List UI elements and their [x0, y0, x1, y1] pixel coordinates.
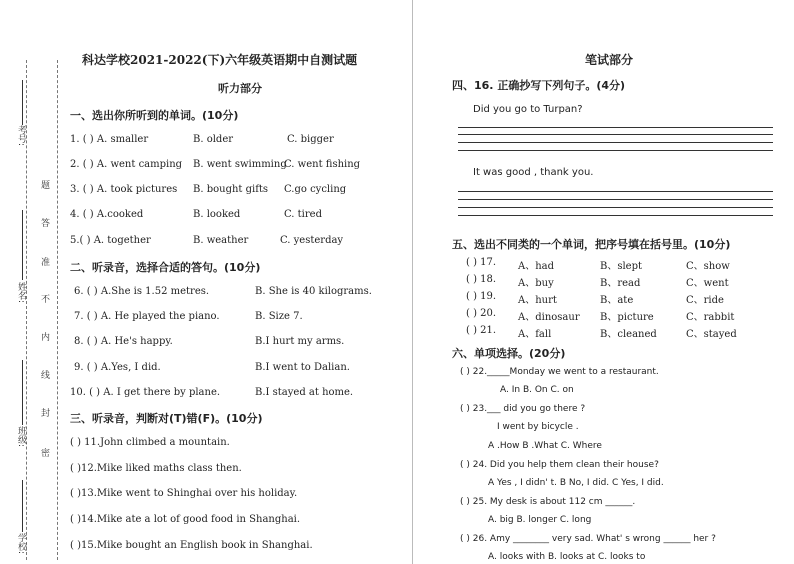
- q18-b: B、read: [600, 278, 641, 289]
- section-5-heading: 五、选出不同类的一个单词，把序号填在括号里。(10分): [452, 238, 731, 251]
- q1-c: C. bigger: [287, 134, 334, 145]
- margin-label-class: 班级:: [16, 426, 26, 448]
- q22: ( ) 22._____Monday we went to a restaurant.: [460, 367, 659, 377]
- writing-line: [458, 199, 773, 200]
- q22-options: A. In B. On C. on: [500, 385, 574, 395]
- q18-num: ( ) 18.: [466, 274, 497, 285]
- written-part-label: 笔试部分: [585, 53, 634, 67]
- q15: ( )15.Mike bought an English book in Shanghai.: [70, 540, 313, 551]
- writing-line: [458, 142, 773, 143]
- q10-a: 10. ( ) A. I get there by plane.: [70, 387, 221, 398]
- margin-char: 准: [39, 257, 49, 266]
- margin-char: 封: [39, 408, 49, 417]
- listening-part-label: 听力部分: [218, 82, 262, 95]
- blank-line: [22, 210, 23, 280]
- margin-char: 答: [39, 218, 49, 227]
- q8-b: B.I hurt my arms.: [255, 336, 345, 347]
- q21-b: B、cleaned: [600, 329, 657, 340]
- q13: ( )13.Mike went to Shinghai over his holiday.: [70, 488, 298, 499]
- q11: ( ) 11.John climbed a mountain.: [70, 437, 230, 448]
- margin-label-name: 姓名:: [16, 282, 26, 304]
- q17-a: A、had: [518, 261, 555, 272]
- sentence-1: Did you go to Turpan?: [473, 104, 583, 115]
- q23-context: I went by bicycle .: [497, 422, 579, 432]
- section-1-heading: 一、选出你所听到的单词。(10分): [70, 109, 239, 122]
- q7-b: B. Size 7.: [255, 311, 303, 322]
- q19-num: ( ) 19.: [466, 291, 497, 302]
- q1-a: 1. ( ) A. smaller: [70, 134, 149, 145]
- margin-label-school: 学校:: [16, 533, 26, 555]
- q24: ( ) 24. Did you help them clean their house?: [460, 460, 659, 470]
- q4-b: B. looked: [193, 209, 241, 220]
- q1-b: B. older: [193, 134, 234, 145]
- q17-c: C、show: [686, 261, 730, 272]
- q2-b: B. went swimming: [193, 159, 287, 170]
- q19-b: B、ate: [600, 295, 634, 306]
- q20-c: C、rabbit: [686, 312, 735, 323]
- blank-line: [22, 360, 23, 425]
- sentence-2: It was good , thank you.: [473, 167, 594, 178]
- q9-b: B.I went to Dalian.: [255, 362, 350, 373]
- q3-a: 3. ( ) A. took pictures: [70, 184, 178, 195]
- q18-c: C、went: [686, 278, 729, 289]
- q20-num: ( ) 20.: [466, 308, 497, 319]
- q2-c: C. went fishing: [284, 159, 361, 170]
- q7-a: 7. ( ) A. He played the piano.: [74, 311, 220, 322]
- q3-c: C.go cycling: [284, 184, 347, 195]
- q25: ( ) 25. My desk is about 112 cm ______.: [460, 497, 636, 507]
- q14: ( )14.Mike ate a lot of good food in Shanghai.: [70, 514, 301, 525]
- q19-c: C、ride: [686, 295, 724, 306]
- q4-c: C. tired: [284, 209, 322, 220]
- q20-a: A、dinosaur: [518, 312, 580, 323]
- section-4-heading: 四、16. 正确抄写下列句子。(4分): [452, 79, 626, 92]
- page-divider: [412, 0, 413, 564]
- section-2-heading: 二、听录音，选择合适的答句。(10分): [70, 261, 261, 274]
- q18-a: A、buy: [518, 278, 554, 289]
- margin-char: 题: [39, 180, 49, 189]
- q26: ( ) 26. Amy ________ very sad. What' s wrong ______ her ?: [460, 534, 716, 544]
- q17-b: B、slept: [600, 261, 643, 272]
- q12: ( )12.Mike liked maths class then.: [70, 463, 242, 474]
- q17-num: ( ) 17.: [466, 257, 497, 268]
- q6-b: B. She is 40 kilograms.: [255, 286, 372, 297]
- writing-line: [458, 191, 773, 192]
- margin-char: 内: [39, 332, 49, 341]
- q8-a: 8. ( ) A. He's happy.: [74, 336, 173, 347]
- q20-b: B、picture: [600, 312, 654, 323]
- q9-a: 9. ( ) A.Yes, I did.: [74, 362, 161, 373]
- q21-num: ( ) 21.: [466, 325, 497, 336]
- q5-c: C. yesterday: [280, 235, 344, 246]
- q24-options: A Yes , I didn' t. B No, I did. C Yes, I did.: [488, 478, 664, 488]
- q19-a: A、hurt: [518, 295, 557, 306]
- writing-line: [458, 207, 773, 208]
- q3-b: B. bought gifts: [193, 184, 269, 195]
- q5-a: 5.( ) A. together: [70, 235, 151, 246]
- q21-a: A、fall: [518, 329, 552, 340]
- section-3-heading: 三、听录音，判断对(T)错(F)。(10分): [70, 412, 263, 425]
- writing-line: [458, 127, 773, 128]
- writing-line: [458, 134, 773, 135]
- blank-line: [22, 480, 23, 532]
- margin-label-exam-no: 考号:: [16, 125, 26, 147]
- q4-a: 4. ( ) A.cooked: [70, 209, 144, 220]
- writing-line: [458, 150, 773, 151]
- section-6-heading: 六、单项选择。(20分): [452, 347, 566, 360]
- q2-a: 2. ( ) A. went camping: [70, 159, 183, 170]
- q23: ( ) 23.___ did you go there ?: [460, 404, 586, 414]
- q23-options: A .How B .What C. Where: [488, 441, 602, 451]
- page-title: 科达学校2021-2022(下)六年级英语期中自测试题: [82, 53, 358, 67]
- writing-line: [458, 215, 773, 216]
- q6-a: 6. ( ) A.She is 1.52 metres.: [74, 286, 210, 297]
- q26-options: A. looks with B. looks at C. looks to: [488, 552, 646, 562]
- blank-line: [22, 80, 23, 125]
- q21-c: C、stayed: [686, 329, 737, 340]
- margin-char: 线: [39, 370, 49, 379]
- margin-char: 不: [39, 294, 49, 303]
- binding-line: [57, 60, 58, 560]
- q25-options: A. big B. longer C. long: [488, 515, 592, 525]
- q10-b: B.I stayed at home.: [255, 387, 354, 398]
- q5-b: B. weather: [193, 235, 249, 246]
- margin-char: 密: [39, 448, 49, 457]
